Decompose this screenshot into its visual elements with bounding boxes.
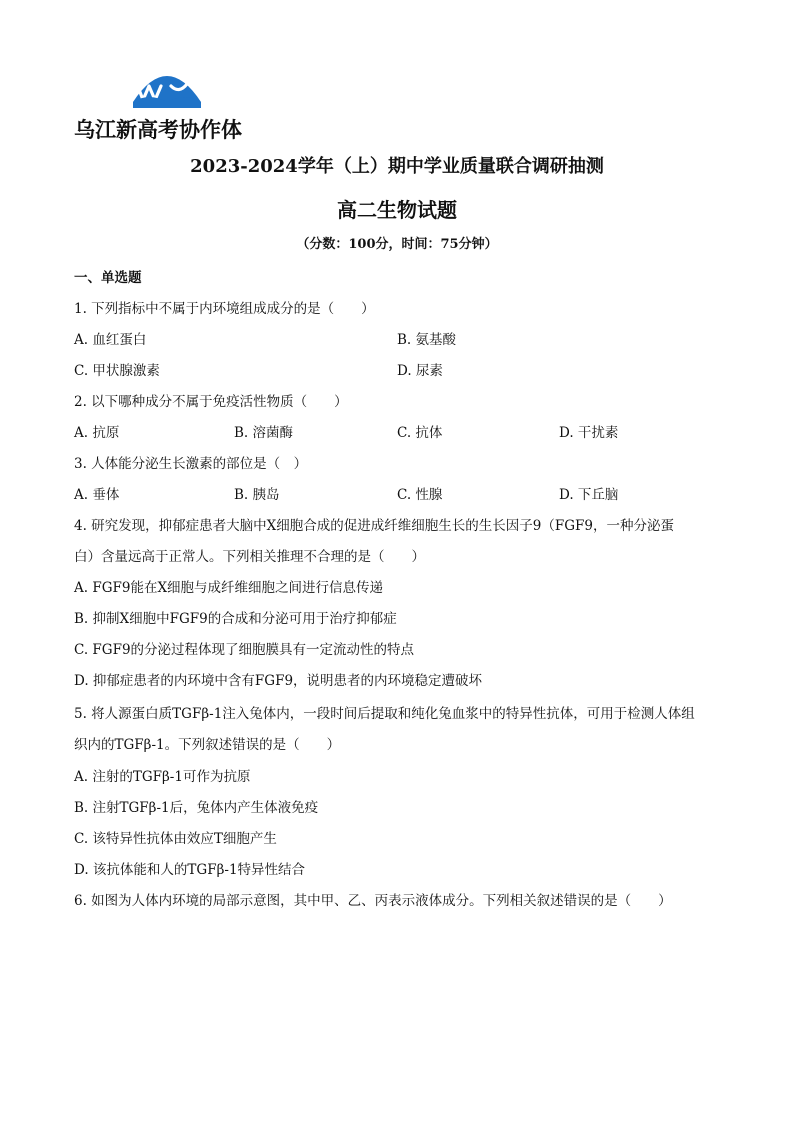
question-1-stem: 1. 下列指标中不属于内环境组成成分的是（ ） (74, 301, 375, 317)
question-3-option-c: C. 性腺 (397, 487, 443, 503)
exam-info: （分数：100分，时间：75分钟） (296, 237, 498, 252)
exam-title: 2023-2024学年（上）期中学业质量联合调研抽测 (190, 156, 604, 177)
question-2-option-d: D. 干扰素 (559, 425, 619, 441)
question-5-option-c: C. 该特异性抗体由效应T细胞产生 (74, 831, 277, 847)
question-4-stem-line-2: 白）含量远高于正常人。下列相关推理不合理的是（ ） (74, 549, 425, 565)
section-heading: 一、单选题 (74, 270, 142, 286)
question-2-option-a: A. 抗原 (74, 425, 120, 441)
logo (74, 62, 264, 142)
question-5-stem-line-2: 织内的TGFβ-1。下列叙述错误的是（ ） (74, 737, 341, 753)
question-1-option-d: D. 尿素 (397, 363, 443, 379)
question-1-option-b: B. 氨基酸 (397, 332, 457, 348)
question-3-option-b: B. 胰岛 (234, 487, 280, 503)
question-1-option-a: A. 血红蛋白 (74, 332, 147, 348)
question-4-option-d: D. 抑郁症患者的内环境中含有FGF9，说明患者的内环境稳定遭破坏 (74, 673, 483, 689)
question-5-stem-line-1: 5. 将人源蛋白质TGFβ-1注入兔体内，一段时间后提取和纯化兔血浆中的特异性抗体，可用于检测人体组 (74, 706, 695, 722)
question-3-option-a: A. 垂体 (74, 487, 120, 503)
wave-logo-icon (131, 62, 203, 108)
question-3-option-d: D. 下丘脑 (559, 487, 619, 503)
question-5-option-b: B. 注射TGFβ-1后，兔体内产生体液免疫 (74, 800, 319, 816)
exam-subtitle: 高二生物试题 (337, 198, 457, 222)
question-2-stem: 2. 以下哪种成分不属于免疫活性物质（ ） (74, 394, 348, 410)
question-2-option-b: B. 溶菌酶 (234, 425, 294, 441)
question-4-option-c: C. FGF9的分泌过程体现了细胞膜具有一定流动性的特点 (74, 642, 415, 658)
question-1-option-c: C. 甲状腺激素 (74, 363, 160, 379)
question-5-option-d: D. 该抗体能和人的TGFβ-1特异性结合 (74, 862, 306, 878)
question-3-stem: 3. 人体能分泌生长激素的部位是（ ） (74, 456, 308, 472)
question-4-option-a: A. FGF9能在X细胞与成纤维细胞之间进行信息传递 (74, 580, 384, 596)
logo-text: 乌江新高考协作体 (74, 118, 242, 142)
question-5-option-a: A. 注射的TGFβ-1可作为抗原 (74, 769, 251, 785)
question-6-stem: 6. 如图为人体内环境的局部示意图，其中甲、乙、丙表示液体成分。下列相关叙述错误的是（ ） (74, 893, 672, 909)
question-2-option-c: C. 抗体 (397, 425, 443, 441)
question-4-stem-line-1: 4. 研究发现，抑郁症患者大脑中X细胞合成的促进成纤维细胞生长的生长因子9（FGF9，一种分泌蛋 (74, 518, 674, 534)
question-4-option-b: B. 抑制X细胞中FGF9的合成和分泌可用于治疗抑郁症 (74, 611, 397, 627)
